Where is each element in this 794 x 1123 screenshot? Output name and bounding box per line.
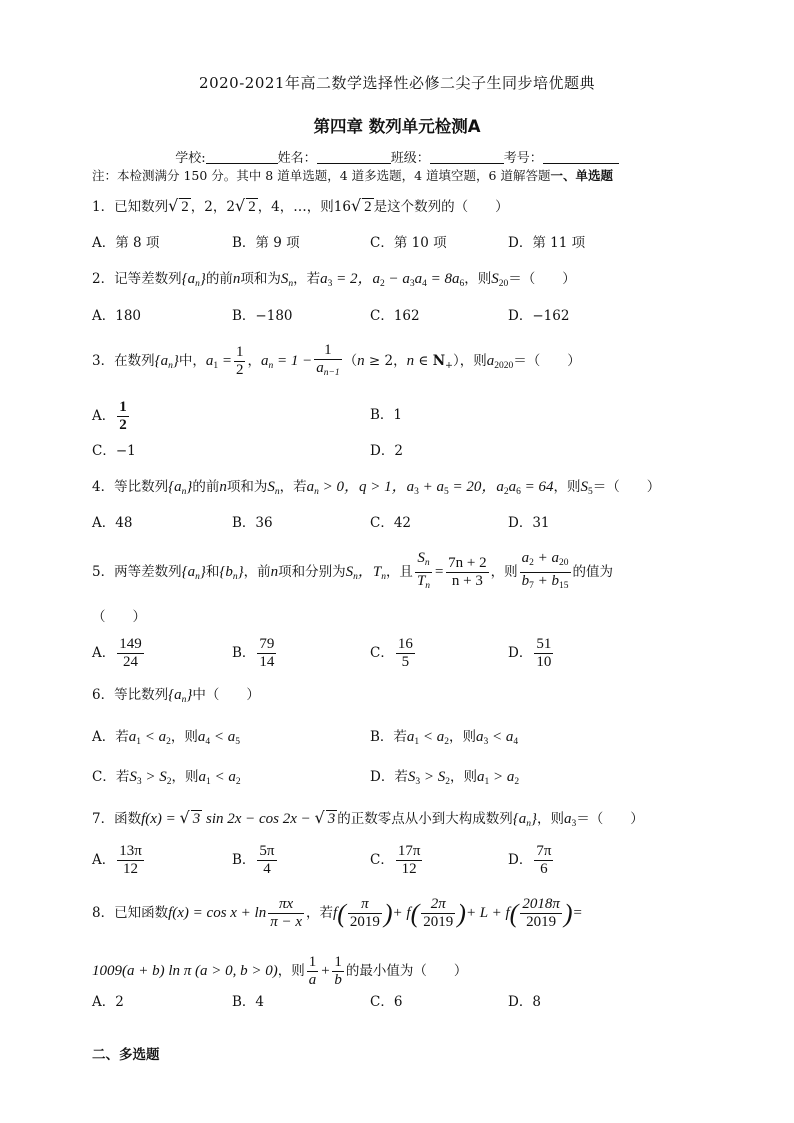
section-1-heading: 一、单选题 bbox=[550, 168, 614, 183]
option-label: B． bbox=[232, 852, 256, 868]
fraction: $\frac{7n + 2}{n + 3}$ bbox=[448, 555, 487, 589]
q4-condition: $a_n > 0$，q > 1，$a_3 + a_5 = 20$，$a_2a_6 = 64$ bbox=[306, 479, 554, 497]
option-math: $S_3 > S_2$ bbox=[407, 769, 450, 787]
q4-math: $S_5$ bbox=[580, 479, 593, 497]
numerator: 13π bbox=[119, 843, 142, 859]
option-a[interactable] bbox=[92, 398, 131, 434]
question-5 bbox=[92, 550, 613, 597]
option-label: A． bbox=[92, 408, 116, 424]
q5-math: $S_n$，$T_n$ bbox=[345, 564, 386, 582]
question-text: ，前 bbox=[243, 564, 271, 580]
q5-math: $\{b_n\}$ bbox=[219, 564, 244, 582]
option-c[interactable] bbox=[370, 840, 424, 880]
question-8 bbox=[92, 893, 583, 934]
notice-line bbox=[92, 166, 613, 184]
numerator: 5π bbox=[259, 843, 275, 859]
series-title: 2020-2021年高二数学选择性必修二尖子生同步培优题典 bbox=[199, 74, 595, 92]
option-a[interactable] bbox=[92, 840, 146, 880]
option-c[interactable]: C．162 bbox=[370, 308, 420, 324]
q3-math: $a_{2020}$ bbox=[486, 353, 514, 371]
class-blank bbox=[430, 149, 504, 164]
q2-math: $S_n$ bbox=[280, 271, 294, 289]
question-number: 4． bbox=[92, 479, 115, 495]
question-6 bbox=[92, 685, 260, 710]
question-number: 1． bbox=[92, 199, 115, 215]
question-text: ，则 bbox=[490, 564, 518, 580]
question-text: ，则 bbox=[553, 479, 581, 495]
question-text: ，则 bbox=[459, 353, 487, 369]
question-2 bbox=[92, 269, 576, 294]
student-info-row bbox=[0, 147, 794, 166]
option-label: B． bbox=[232, 645, 256, 661]
option-c[interactable]: C．42 bbox=[370, 515, 412, 531]
option-b[interactable]: B．第 9 项 bbox=[232, 235, 300, 251]
question-text: 已知函数 bbox=[114, 905, 169, 921]
fraction bbox=[396, 843, 423, 878]
question-text: 和 bbox=[205, 564, 220, 580]
school-blank bbox=[206, 149, 278, 164]
option-b[interactable]: B．4 bbox=[232, 994, 265, 1010]
option-d[interactable] bbox=[508, 633, 555, 673]
denominator: 5 bbox=[401, 654, 410, 670]
numerator: 16 bbox=[397, 636, 413, 652]
fraction bbox=[117, 843, 144, 878]
question-5-paren: （ ） bbox=[92, 609, 146, 625]
chapter-title: 第四章 数列单元检测A bbox=[313, 117, 481, 136]
question-number: 6． bbox=[92, 687, 115, 703]
question-text: 在数列 bbox=[114, 353, 155, 369]
option-label: C．若 bbox=[92, 769, 130, 785]
question-4 bbox=[92, 477, 660, 502]
option-b[interactable]: B．若$a_1 < a_2$，则$a_3 < a_4$ bbox=[370, 729, 519, 747]
name-blank bbox=[317, 149, 391, 164]
option-d[interactable]: D．31 bbox=[508, 515, 550, 531]
option-a[interactable]: A．第 8 项 bbox=[92, 235, 160, 251]
option-math: $S_3 > S_2$ bbox=[129, 769, 172, 787]
question-text: 记等差数列 bbox=[114, 271, 182, 287]
option-b[interactable] bbox=[232, 840, 279, 880]
option-math: $a_4 < a_5$ bbox=[197, 729, 240, 747]
question-text: ＝（ ） bbox=[576, 811, 644, 827]
school-label: 学校: bbox=[175, 151, 206, 166]
denominator: 24 bbox=[123, 654, 138, 670]
question-text: 两等差数列 bbox=[114, 564, 182, 580]
question-text: 的前 bbox=[192, 479, 220, 495]
option-d[interactable]: D．−162 bbox=[508, 308, 570, 324]
option-label: C． bbox=[370, 852, 394, 868]
q8-sum: )= bbox=[563, 899, 583, 928]
option-c[interactable]: C．若$S_3 > S_2$，则$a_1 < a_2$ bbox=[92, 769, 241, 787]
denominator: 10 bbox=[536, 654, 552, 670]
question-text: 项和为 bbox=[240, 271, 281, 287]
q3-math: $a_n = 1$ − bbox=[260, 353, 313, 371]
q7-math: $\{a_n\}$ bbox=[512, 811, 537, 829]
fraction bbox=[534, 843, 553, 878]
option-d[interactable] bbox=[508, 840, 555, 880]
exam-no-blank bbox=[543, 149, 619, 164]
fraction: $\frac{1}{2}$ bbox=[235, 344, 244, 378]
q8-condition: 1009(a + b) ln π (a > 0, b > 0) bbox=[92, 963, 278, 979]
option-d[interactable]: D．若$S_3 > S_2$，则$a_1 > a_2$ bbox=[370, 769, 520, 787]
question-text: 的正数零点从小到大构成数列 bbox=[337, 811, 513, 827]
q4-math: $S_n$ bbox=[267, 479, 280, 497]
q6-math: $\{a_n\}$ bbox=[168, 687, 193, 705]
question-text: ，则 bbox=[464, 271, 492, 287]
question-text: ，若 bbox=[279, 479, 307, 495]
option-math: $a_1 < a_2$ bbox=[406, 729, 450, 747]
fraction: $\frac{1}{a}$ bbox=[308, 954, 317, 988]
question-text: ，若 bbox=[293, 271, 321, 287]
question-text: 已知数列 bbox=[114, 199, 169, 215]
fraction: $\frac{\pi}{2019}$ bbox=[349, 896, 380, 930]
question-1 bbox=[92, 196, 509, 217]
option-label: A． bbox=[92, 852, 116, 868]
question-text: 函数 bbox=[114, 811, 142, 827]
question-text: ＝（ ） bbox=[513, 353, 581, 369]
q3-math: ， bbox=[247, 353, 261, 369]
option-d[interactable]: D．2 bbox=[370, 443, 403, 459]
option-a[interactable]: A．若$a_1 < a_2$，则$a_4 < a_5$ bbox=[92, 729, 240, 747]
q5-math: n bbox=[270, 564, 279, 580]
q7-function: f(x) = √ 3 sin 2x − cos 2x − √ 3 bbox=[141, 808, 336, 827]
option-c[interactable]: C．6 bbox=[370, 994, 403, 1010]
q3-condition: （n ≥ 2，n ∈ $N_+$） bbox=[343, 353, 460, 371]
q3-math: $\{a_n\}$ bbox=[154, 353, 179, 371]
question-text: 是这个数列的（ ） bbox=[373, 199, 509, 215]
fraction: $\frac{2\pi}{2019}$ bbox=[423, 896, 454, 930]
fraction: $\frac{1}{a_{n-1}}$ bbox=[316, 341, 340, 378]
option-label: D． bbox=[508, 645, 533, 661]
exam-no-label: 考号： bbox=[503, 151, 543, 166]
question-text: ＝（ ） bbox=[508, 271, 576, 287]
q8-math: + bbox=[320, 963, 331, 979]
fraction bbox=[117, 636, 144, 671]
option-math: $a_1 < a_2$ bbox=[128, 729, 171, 747]
fraction: $\frac{1}{b}$ bbox=[334, 954, 342, 988]
denominator: 14 bbox=[259, 654, 275, 670]
option-b[interactable]: B．−180 bbox=[232, 308, 293, 324]
notice-text: 注：本检测满分 150 分。其中 8 道单选题，4 道多选题，4 道填空题，6 道解答题 bbox=[92, 168, 551, 183]
question-number: 8． bbox=[92, 905, 115, 921]
q1-sequence: √ 2 ，2，2√ 2 ，4，…，则16√ 2 bbox=[168, 196, 372, 215]
option-c[interactable] bbox=[370, 633, 417, 673]
fraction: $\frac{a_2 + a_{20}}{b_7 + b_{15}}$ bbox=[521, 550, 569, 591]
option-label: A．若 bbox=[92, 729, 129, 745]
q5-math: = bbox=[434, 564, 445, 580]
class-label: 班级： bbox=[390, 151, 430, 166]
fraction: $\frac{\pi x}{\pi - x}$ bbox=[270, 896, 303, 930]
option-a[interactable]: A．48 bbox=[92, 515, 133, 531]
question-text: ，且 bbox=[385, 564, 413, 580]
question-text: ＝（ ） bbox=[592, 479, 661, 495]
option-d[interactable]: D．8 bbox=[508, 994, 541, 1010]
question-text: 的前 bbox=[205, 271, 233, 287]
option-label: C． bbox=[370, 645, 394, 661]
option-math: $a_1 < a_2$ bbox=[198, 769, 241, 787]
q2-condition: $a_3 = 2$，$a_2 - a_3a_4 = 8a_6$ bbox=[320, 271, 465, 289]
option-label: D． bbox=[508, 852, 533, 868]
fraction bbox=[257, 843, 276, 878]
q2-math: n bbox=[232, 271, 241, 287]
question-text: 项和分别为 bbox=[278, 564, 346, 580]
q4-math: $\{a_n\}$ bbox=[168, 479, 193, 497]
question-text: 等比数列 bbox=[114, 687, 169, 703]
numerator: 7π bbox=[536, 843, 552, 859]
question-text: 的值为 bbox=[572, 564, 613, 580]
numerator: 149 bbox=[119, 636, 142, 652]
option-b[interactable]: B．1 bbox=[370, 407, 403, 423]
numerator: 79 bbox=[259, 636, 275, 652]
q4-math: n bbox=[219, 479, 227, 495]
denominator: 12 bbox=[123, 861, 139, 877]
option-b[interactable] bbox=[232, 633, 278, 673]
option-label: D．若 bbox=[370, 769, 408, 785]
fraction: $\frac{2018\pi}{2019}$ bbox=[522, 896, 560, 930]
numerator: 51 bbox=[536, 636, 552, 652]
question-text: ，若 bbox=[306, 905, 334, 921]
option-b[interactable]: B．36 bbox=[232, 515, 273, 531]
denominator: 12 bbox=[401, 861, 417, 877]
option-math: $a_3 < a_4$ bbox=[476, 729, 519, 747]
name-label: 姓名： bbox=[277, 151, 317, 166]
q2-math: $\{a_n\}$ bbox=[181, 271, 206, 289]
fraction: $\frac{S_n}{T_n}$ bbox=[416, 550, 431, 591]
question-number: 3． bbox=[92, 353, 115, 369]
question-7 bbox=[92, 808, 644, 834]
question-text: ，则 bbox=[537, 811, 564, 827]
option-c[interactable]: C．−1 bbox=[92, 443, 136, 459]
question-text: 等比数列 bbox=[114, 479, 169, 495]
question-8-line-2 bbox=[92, 953, 467, 989]
fraction bbox=[396, 636, 415, 671]
option-a[interactable]: A．2 bbox=[92, 994, 124, 1010]
section-2-heading: 二、多选题 bbox=[92, 1047, 160, 1063]
option-a[interactable]: A．180 bbox=[92, 308, 142, 324]
fraction: $\frac{1}{2}$ bbox=[119, 399, 127, 433]
question-text: 中（ ） bbox=[192, 687, 260, 703]
option-a[interactable] bbox=[92, 633, 146, 673]
question-number: 5． bbox=[92, 564, 115, 580]
question-text: 中， bbox=[178, 353, 206, 369]
q5-math: $\{a_n\}$ bbox=[181, 564, 206, 582]
option-label: B．若 bbox=[370, 729, 407, 745]
question-3 bbox=[92, 341, 581, 386]
question-text: 的最小值为（ ） bbox=[345, 963, 468, 979]
option-d[interactable]: D．第 11 项 bbox=[508, 235, 586, 251]
q7-math: $a_3$ bbox=[564, 811, 577, 829]
option-math: $a_1 > a_2$ bbox=[476, 769, 520, 787]
q3-math: $a_1$ = bbox=[205, 353, 232, 371]
question-number: 2． bbox=[92, 271, 115, 287]
option-c[interactable]: C．第 10 项 bbox=[370, 235, 447, 251]
question-text: 项和为 bbox=[226, 479, 268, 495]
fraction bbox=[257, 636, 276, 671]
question-number: 7． bbox=[92, 811, 115, 827]
q8-sum: f( bbox=[333, 899, 346, 928]
q8-function: f(x) = cos x + ln bbox=[168, 905, 267, 921]
q8-sum: )+ f( bbox=[383, 899, 420, 928]
denominator: 4 bbox=[263, 861, 271, 877]
denominator: 6 bbox=[540, 861, 548, 877]
question-text: ，则 bbox=[277, 963, 305, 979]
q8-sum: )+ L + f( bbox=[457, 899, 519, 928]
q2-math: $S_{20}$ bbox=[491, 271, 509, 289]
fraction bbox=[534, 636, 553, 671]
numerator: 17π bbox=[397, 843, 421, 859]
option-label: A． bbox=[92, 645, 116, 661]
